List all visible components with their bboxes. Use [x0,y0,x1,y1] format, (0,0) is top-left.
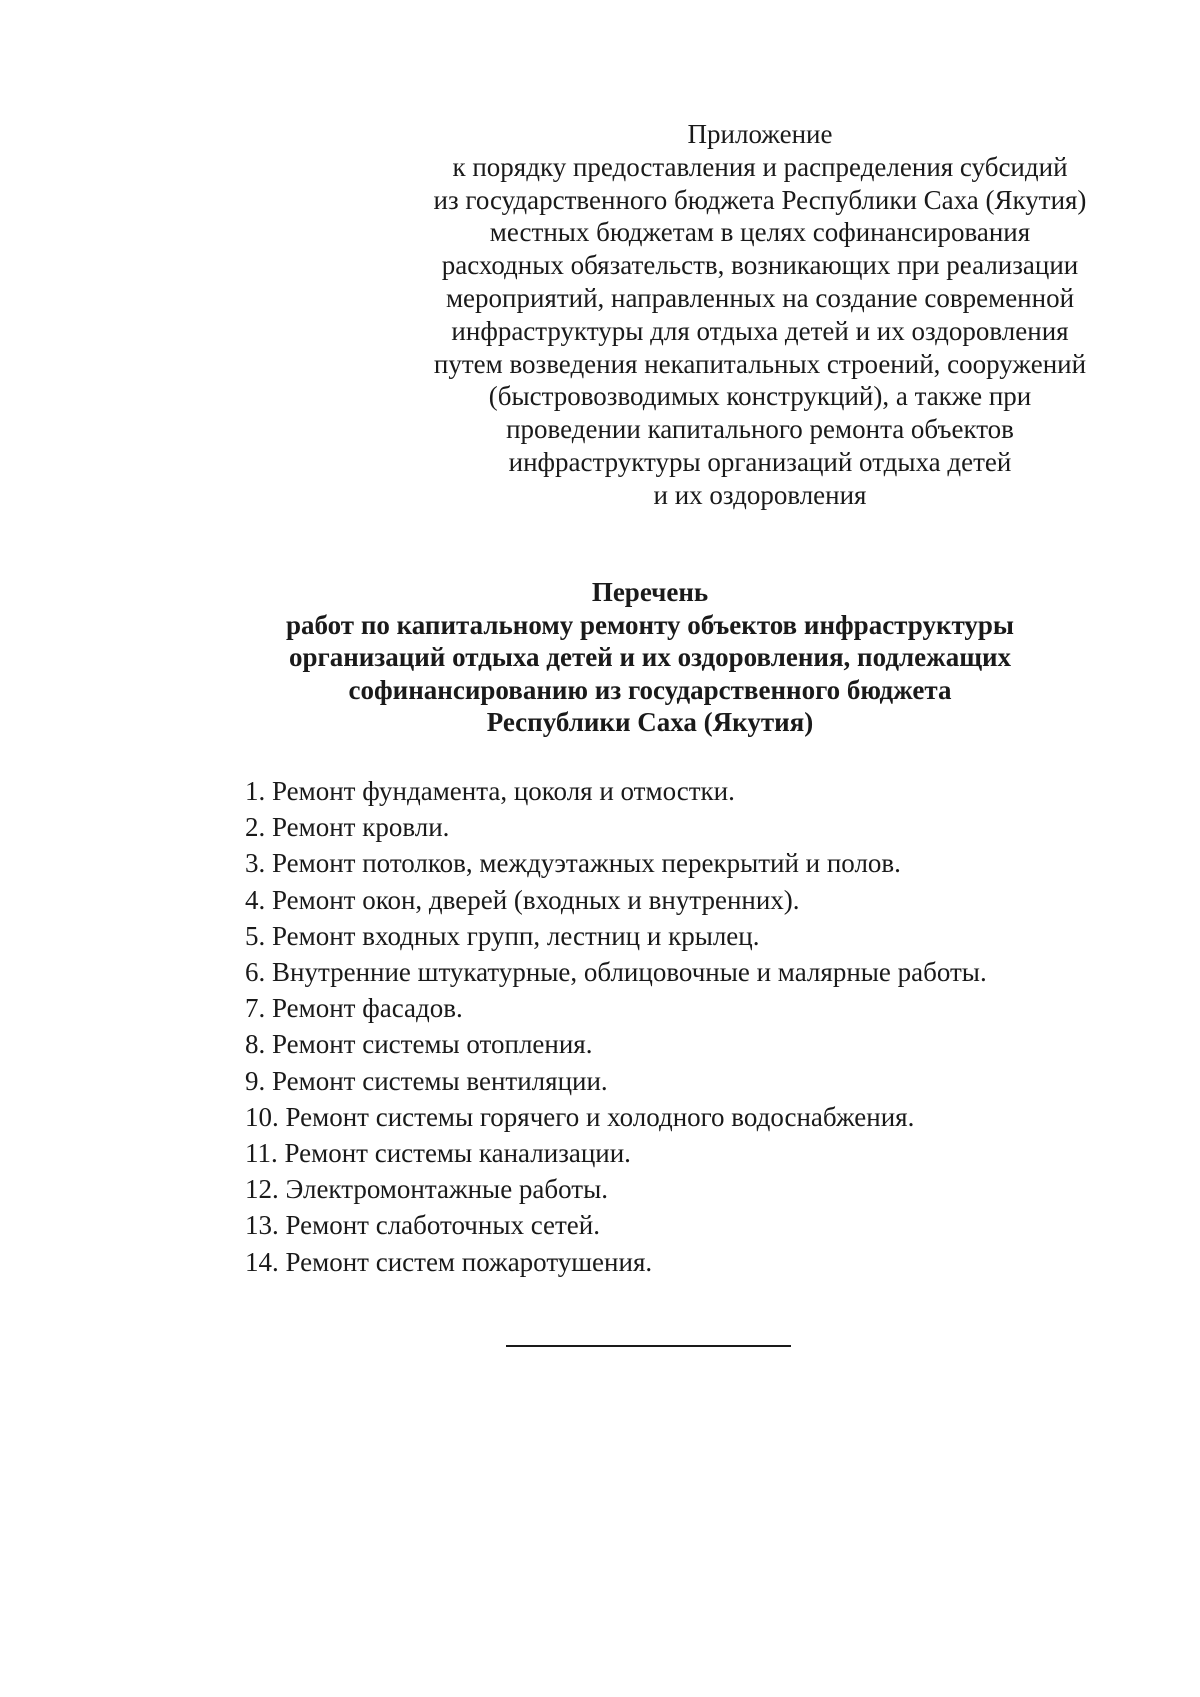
list-item: 12. Электромонтажные работы. [245,1174,608,1205]
list-item: 10. Ремонт системы горячего и холодного водоснабжения. [245,1101,915,1132]
list-item: 3. Ремонт потолков, междуэтажных перекрытий и полов. [245,848,901,879]
list-item: 13. Ремонт слаботочных сетей. [245,1210,600,1241]
document-title [200,576,1100,739]
appendix-line: местных бюджетам в целях софинансирования [489,217,1031,248]
appendix-line: (быстровозводимых конструкций), а также при [488,381,1032,412]
list-item: 5. Ремонт входных групп, лестниц и крылец. [245,920,760,951]
list-item: 4. Ремонт окон, дверей (входных и внутренних). [245,884,800,915]
title-heading: Перечень [591,577,709,607]
list-item: 14. Ремонт систем пожаротушения. [245,1246,653,1277]
end-divider [506,1345,791,1347]
list-item: 1. Ремонт фундамента, цоколя и отмостки. [245,776,735,806]
list-item: 11. Ремонт системы канализации. [245,1138,631,1169]
title-line: Республики Саха (Якутия) [486,707,814,737]
list-item: 6. Внутренние штукатурные, облицовочные и малярные работы. [245,957,987,988]
appendix-line: инфраструктуры организаций отдыха детей [508,446,1012,477]
list-item: 2. Ремонт кровли. [245,812,450,843]
appendix-line: путем возведения некапитальных строений, сооружений [433,348,1087,379]
works-list [245,773,987,1280]
title-line: организаций отдыха детей и их оздоровления, подлежащих [288,642,1012,672]
title-line: работ по капитальному ремонту объектов инфраструктуры [286,609,1014,640]
list-item: 8. Ремонт системы отопления. [245,1029,593,1060]
list-item: 9. Ремонт системы вентиляции. [245,1065,608,1096]
title-line: софинансированию из государственного бюджета [348,674,952,705]
appendix-header [400,118,1120,512]
appendix-label: Приложение [687,119,833,149]
appendix-line: из государственного бюджета Республики Саха (Якутия) [433,184,1087,215]
appendix-line: проведении капитального ремонта объектов [506,414,1014,445]
appendix-line: мероприятий, направленных на создание современной [445,282,1075,313]
appendix-line: инфраструктуры для отдыха детей и их оздоровления [451,315,1069,346]
list-item: 7. Ремонт фасадов. [245,993,463,1024]
appendix-line: расходных обязательств, возникающих при реализации [441,250,1079,281]
appendix-line: к порядку предоставления и распределения субсидий [452,151,1068,182]
appendix-line: и их оздоровления [653,479,867,510]
